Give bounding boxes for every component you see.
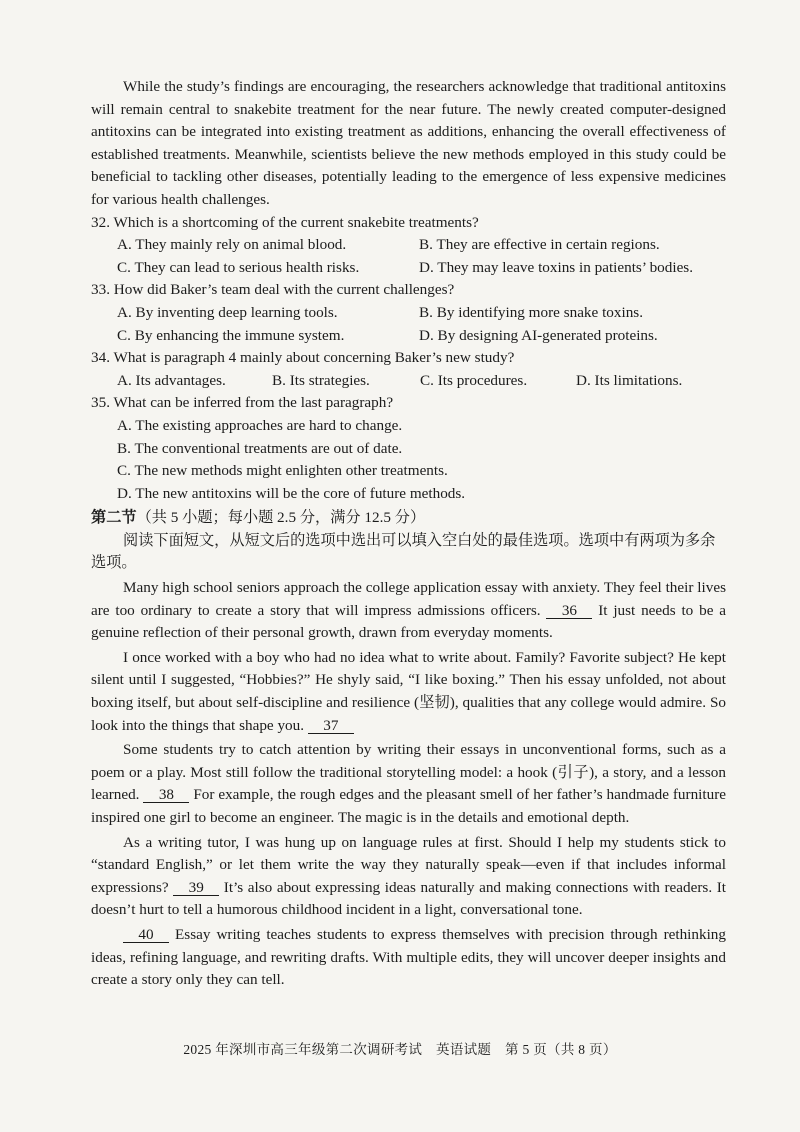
passage-paragraph-5 [91, 924, 726, 992]
option-33-a: A. By inventing deep learning tools. [117, 303, 338, 321]
passage-paragraph-3 [91, 739, 726, 829]
option-34-a: A. Its advantages. [117, 371, 226, 389]
option-33-d: D. By designing AI-generated proteins. [419, 326, 658, 344]
option-34-c: C. Its procedures. [420, 371, 528, 389]
intro-paragraph: While the study’s findings are encouraging, the researchers acknowledge that traditional antitoxins will remain central to snakebite treatment for the near future. The newly created computer-designed antitoxins can be integrated into existing treatment as additions, enhancing the overall effectiveness of established treatments. Meanwhile, scientists believe the new methods employed in this study could be beneficial to tackling other diseases, potentially leading to the emergence of less expensive medicines for various health challenges. [91, 78, 726, 208]
option-32-c: C. They can lead to serious health risks. [117, 258, 360, 276]
paragraph-4-text-a: As a writing tutor, I was hung up on language rules at first. Should I help my students stick to “standard English,” or let them write the way they naturally speak—even if that includes informal expressions? [91, 833, 726, 896]
paragraph-5-text-b: Essay writing teaches students to express themselves with precision through rethinking ideas, refining language, and rewriting drafts. With multiple edits, they will uncover deeper insights and create a story only they can tell. [91, 925, 726, 989]
option-32-a: A. They mainly rely on animal blood. [117, 236, 347, 254]
paragraph-4-text-b: It’s also about expressing ideas naturally and making connections with readers. It doesn’t hurt to tell a humorous childhood incident in a light, conversational tone. [91, 878, 726, 919]
option-32-b: B. They are effective in certain regions. [419, 236, 660, 254]
paragraph-2-text-a: I once worked with a boy who had no idea what to write about. Family? Favorite subject? He kept silent until I suggested, “Hobbies?” He shyly said, “I like boxing.” Then his essay unfolded, not about boxing itself, but about self-discipline and resilience (坚韧), qualities that any college would admire. So look into the things that shape you. [91, 648, 726, 734]
section-2-title: 第二节 [91, 509, 137, 527]
question-33-stem: 33. How did Baker’s team deal with the current challenges? [91, 281, 455, 299]
option-35-c: C. The new methods might enlighten other treatments. [117, 462, 448, 480]
section-2-heading [91, 507, 726, 530]
passage-paragraph-2 [91, 647, 726, 737]
passage-paragraph-1 [91, 577, 726, 645]
blank-40: 40 [123, 927, 169, 943]
option-33-c: C. By enhancing the immune system. [117, 326, 345, 344]
blank-37: 37 [308, 718, 354, 734]
question-34 [91, 347, 726, 392]
question-32-stem: 32. Which is a shortcoming of the current snakebite treatments? [91, 213, 479, 231]
blank-36: 36 [546, 603, 592, 619]
blank-38: 38 [143, 787, 189, 803]
option-35-d: D. The new antitoxins will be the core of future methods. [117, 484, 466, 502]
question-32-options [91, 234, 726, 279]
option-33-b: B. By identifying more snake toxins. [419, 303, 643, 321]
question-35 [91, 392, 726, 505]
paragraph-3-text-a: Some students try to catch attention by writing their essays in unconventional forms, such as a poem or a play. Most still follow the traditional storytelling model: a hook (引子), a story, and a lesson learned. [91, 741, 726, 804]
option-35-b: B. The conventional treatments are out of date. [117, 439, 403, 457]
option-32-d: D. They may leave toxins in patients’ bodies. [419, 258, 694, 276]
section-2-scoring: （共 5 小题；每小题 2.5 分，满分 12.5 分） [136, 509, 426, 527]
paragraph-1-text-b: It just needs to be a genuine reflection of their personal growth, drawn from everyday moments. [91, 601, 726, 642]
option-35-a: A. The existing approaches are hard to change. [117, 416, 403, 434]
cloze-passage [91, 577, 726, 992]
page-footer: 2025 年深圳市高三年级第二次调研考试 英语试题 第 5 页（共 8 页） [183, 1042, 617, 1057]
option-34-d: D. Its limitations. [576, 371, 683, 389]
question-34-stem: 34. What is paragraph 4 mainly about concerning Baker’s new study? [91, 349, 515, 367]
question-35-stem: 35. What can be inferred from the last paragraph? [91, 394, 394, 412]
paragraph-3-text-b: For example, the rough edges and the pleasant smell of her father’s handmade furniture inspired one girl to become an engineer. The magic is in the details and emotional depth. [91, 786, 726, 826]
blank-39: 39 [173, 880, 219, 896]
paragraph-1-text-a: Many high school seniors approach the college application essay with anxiety. They feel their lives are too ordinary to create a story that will impress admissions officers. [91, 579, 726, 619]
question-33-options [91, 302, 726, 347]
option-34-b: B. Its strategies. [272, 371, 370, 389]
passage-paragraph-4 [91, 832, 726, 922]
question-33 [91, 279, 726, 347]
question-32 [91, 212, 726, 280]
section-2-instruction: 阅读下面短文，从短文后的选项中选出可以填入空白处的最佳选项。选项中有两项为多余选项。 [91, 531, 716, 572]
question-34-options [91, 370, 726, 393]
question-35-options [91, 415, 726, 505]
